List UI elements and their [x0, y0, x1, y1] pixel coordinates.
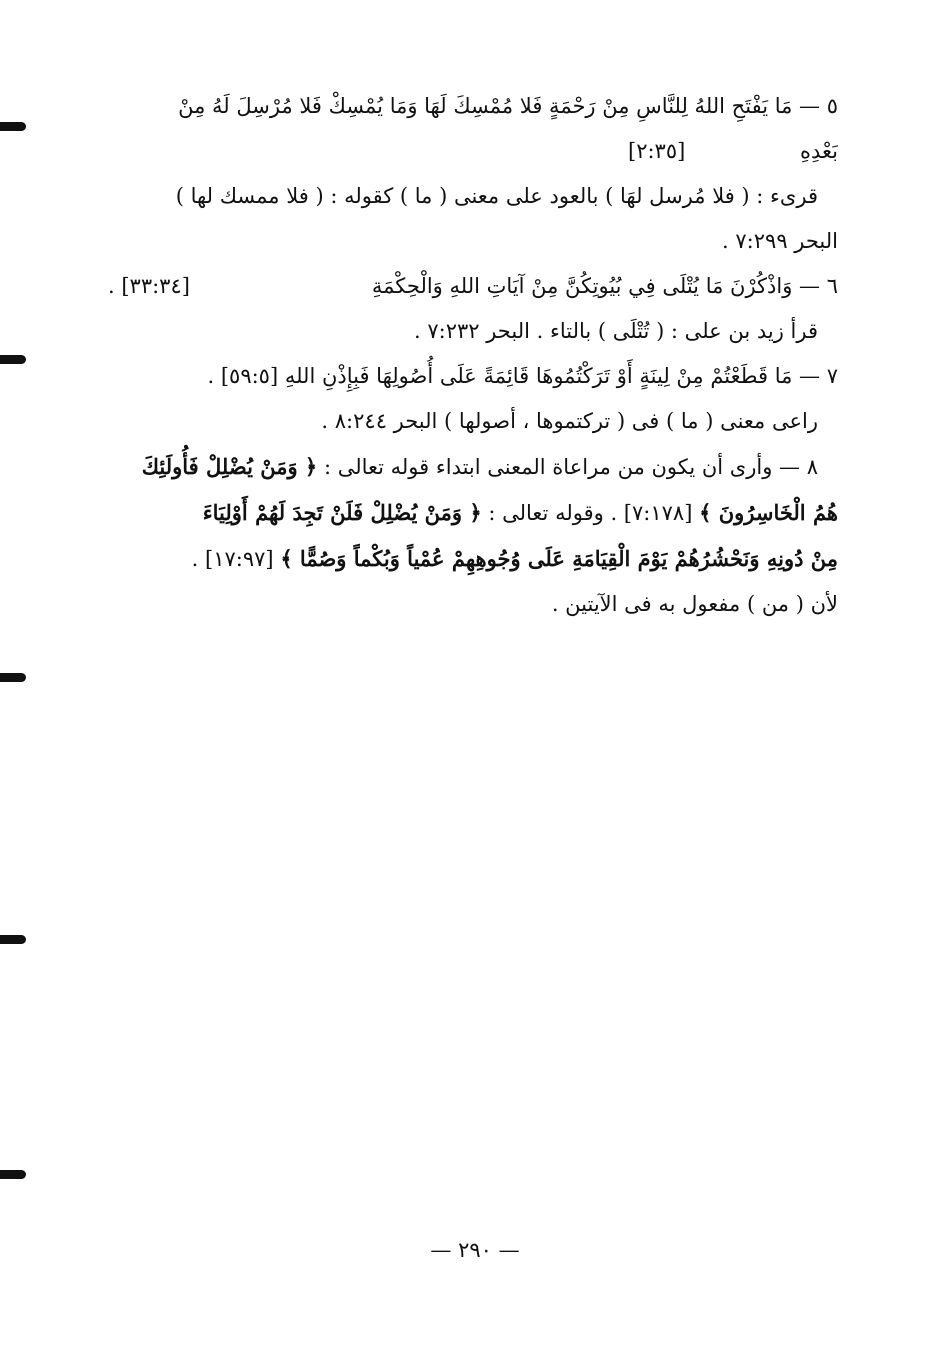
- entry-8-quote-2-start: ﴿ وَمَنْ يُضْلِلْ فَلَنْ تَجِدَ لَهُمْ أَوْلِيَاءَ: [202, 500, 482, 525]
- entry-5-reference: [٢:٣٥]: [628, 139, 686, 163]
- entry-5-note-source: البحر ٧:٢٩٩ .: [722, 229, 838, 253]
- entry-8-reference-1: [٧:١٧٨] . وقوله تعالى :: [488, 501, 693, 525]
- entry-5-note: قرىء : ( فلا مُرسل لهَا ) بالعود على معنى ( ما ) كقوله : ( فلا ممسك لها ): [175, 184, 818, 208]
- entry-7-verse: ٧ — مَا قَطَعْتُمْ مِنْ لِينَةٍ أَوْ تَرَكْتُمُوهَا قَائِمَةً عَلَى أُصُولِهَا فَبِإِذْنِ اللهِ [٥٩:٥] .: [207, 364, 838, 388]
- entry-8-reference-2: [١٧:٩٧] .: [191, 547, 274, 571]
- binding-mark: [0, 673, 26, 682]
- page-number: — ٢٩٠ —: [430, 1238, 520, 1262]
- main-text: [108, 84, 838, 627]
- entry-5-verse-end: بَعْدِهِ: [799, 139, 838, 163]
- entry-8-line-3: [108, 536, 838, 582]
- entry-6-verse-line: [108, 264, 838, 309]
- binding-mark: [0, 1170, 26, 1179]
- entry-7-note: راعى معنى ( ما ) فى ( تركتموها ، أصولها ) البحر ٨:٢٤٤ .: [321, 409, 818, 433]
- entry-6-reference: [٣٣:٣٤] .: [108, 274, 190, 298]
- entry-8-quote-1-start: ﴿ وَمَنْ يُضْلِلْ فَأُولَئِكَ: [141, 454, 318, 479]
- binding-mark: [0, 355, 26, 364]
- entry-6-note: قرأ زيد بن على : ( تُتْلَى ) بالتاء . البحر ٧:٢٣٢ .: [413, 319, 818, 343]
- entry-6-verse: ٦ — وَاذْكُرْنَ مَا يُتْلَى فِي بُيُوتِكُنَّ مِنْ آيَاتِ اللهِ وَالْحِكْمَةِ: [371, 274, 838, 298]
- entry-8-quote-2-end: مِنْ دُونِهِ وَنَحْشُرُهُمْ يَوْمَ الْقِيَامَةِ عَلَى وُجُوهِهِمْ عُمْياً وَبُكْماً وَصُمًّا ﴾: [280, 546, 838, 571]
- entry-8-quote-1-end: هُمُ الْخَاسِرُونَ ﴾: [699, 500, 838, 525]
- entry-5-verse-continued: [108, 129, 838, 174]
- entry-5-verse: ٥ — مَا يَفْتَحِ اللهُ لِلنَّاسِ مِنْ رَحْمَةٍ فَلا مُمْسِكَ لَهَا وَمَا يُمْسِكْ فَلا مُرْسِلَ لَهُ مِنْ: [178, 94, 838, 118]
- entry-8-line-2: [108, 490, 838, 536]
- entry-8-intro: ٨ — وأرى أن يكون من مراعاة المعنى ابتداء قوله تعالى :: [323, 455, 818, 479]
- binding-mark: [0, 122, 26, 131]
- binding-mark: [0, 935, 26, 944]
- entry-8-line-1: [108, 444, 838, 490]
- entry-8-conclusion: لأن ( من ) مفعول به فى الآيتين .: [551, 592, 838, 616]
